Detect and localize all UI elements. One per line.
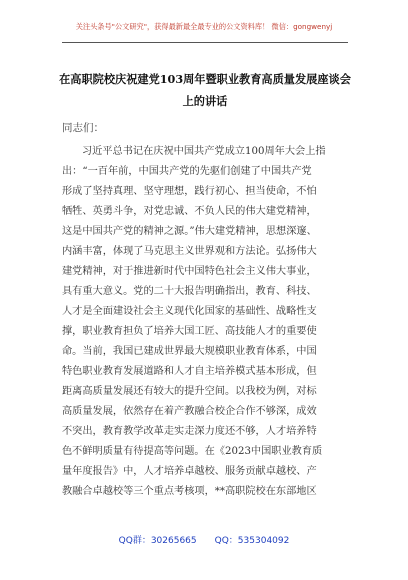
body-line: 牺牲、英勇斗争，对党忠诚、不负人民的伟大建党精神， (62, 206, 317, 217)
header-divider (62, 42, 348, 43)
body-line: 距离高质量发展还有较大的提升空间。以我校为例，对标 (62, 386, 317, 397)
body-line: 命。当前，我国已建成世界最大规模职业教育体系，中国 (62, 346, 317, 357)
salutation: 同志们： (62, 122, 104, 134)
footer-qq-group: QQ群：30265665 (118, 536, 197, 546)
body-line: 习近平总书记在庆祝中国共产党成立100周年大会上指 (82, 146, 326, 157)
body-line: 撑，职业教育担负了培养大国工匠、高技能人才的重要使 (62, 326, 317, 337)
body-line: 形成了坚持真理、坚守理想，践行初心、担当使命，不怕 (62, 186, 317, 197)
body-line: 高质量发展，依然存在着产教融合校企合作不够深，成效 (62, 406, 317, 417)
title-line-2: 上的讲话 (182, 94, 228, 108)
title-line-1: 在高职院校庆祝建党103周年暨职业教育高质量发展座谈会 (59, 72, 351, 86)
header-promo: 关注头条号"公文研究"，获得最新最全最专业的公文资料库！ 微信：gongwenyj (75, 22, 333, 31)
body-line: 具有重大意义。党的二十大报告明确指出，教育、科技、 (62, 286, 317, 297)
body-line: 教融合卓越校等三个重点考核项，**高职院校在东部地区 (62, 486, 317, 497)
footer-contact (0, 533, 408, 546)
body-line: 内涵丰富，体现了马克思主义世界观和方法论。弘扬伟大 (62, 246, 317, 257)
body-line: 特色职业教育发展道路和人才自主培养模式基本形成，但 (62, 366, 317, 377)
footer-qq: QQ：535304092 (214, 536, 290, 546)
body-text (62, 142, 348, 502)
document-title (52, 68, 358, 112)
body-line: 不突出，教育教学改革走实走深力度还不够，人才培养特 (62, 426, 317, 437)
body-line: 建党精神，对于推进新时代中国特色社会主义伟大事业， (62, 266, 317, 277)
body-line: 出：“一百年前，中国共产党的先驱们创建了中国共产党 (62, 166, 312, 177)
body-line: 这是中国共产党的精神之源。”伟大建党精神，思想深邃、 (62, 226, 317, 237)
body-line: 色不鲜明质量有待提高等问题。在《2023中国职业教育质 (62, 446, 323, 457)
body-line: 人才是全面建设社会主义现代化国家的基础性、战略性支 (62, 306, 317, 317)
body-line: 量年度报告》中，人才培养卓越校、服务贡献卓越校、产 (62, 466, 317, 477)
